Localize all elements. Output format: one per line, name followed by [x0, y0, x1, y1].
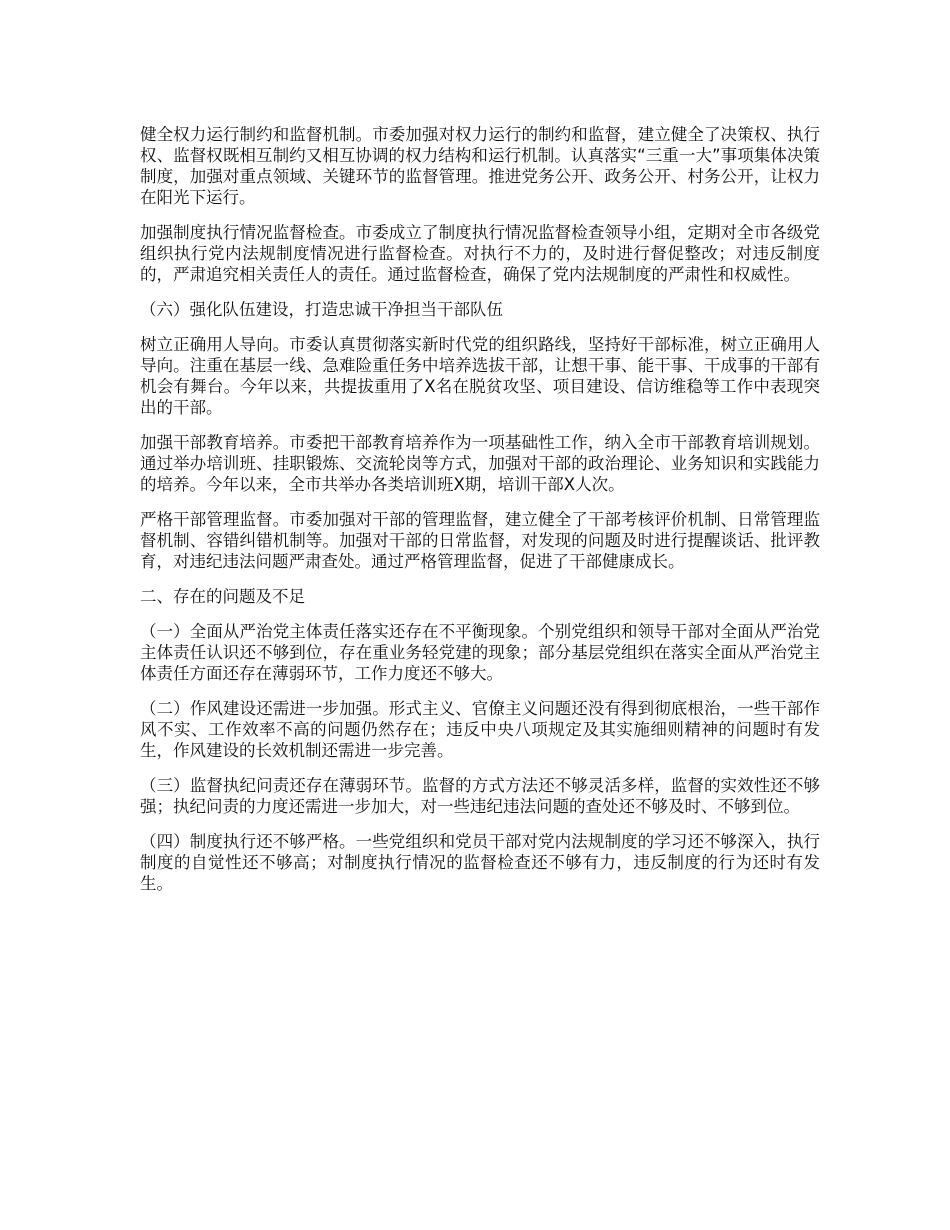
paragraph-problem-2: （二）作风建设还需进一步加强。形式主义、官僚主义问题还没有得到彻底根治，一些干部作风不实、工作效率不高的问题仍然存在；违反中央八项规定及其实施细则精神的问题时有发生，作风建设的长效机制还需进一步完善。: [140, 699, 820, 760]
section-heading-problems: 二、存在的问题及不足: [140, 587, 305, 606]
paragraph-system-inspection: 加强制度执行情况监督检查。市委成立了制度执行情况监督检查领导小组，定期对全市各级党组织执行党内法规制度情况进行监督检查。对执行不力的，及时进行督促整改；对违反制度的，严肃追究相关责任人的责任。通过监督检查，确保了党内法规制度的严肃性和权威性。: [140, 223, 820, 284]
paragraph-employment-orientation: 树立正确用人导向。市委认真贯彻落实新时代党的组织路线，坚持好干部标准，树立正确用人导向。注重在基层一线、急难险重任务中培养选拔干部，让想干事、能干事、干成事的干部有机会有舞台。今年以来，共提拔重用了X名在脱贫攻坚、项目建设、信访维稳等工作中表现突出的干部。: [140, 335, 820, 417]
paragraph-problem-3: （三）监督执纪问责还存在薄弱环节。监督的方式方法还不够灵活多样，监督的实效性还不够强；执纪问责的力度还需进一步加大，对一些违纪违法问题的查处还不够及时、不够到位。: [140, 776, 820, 816]
paragraph-cadre-training: 加强干部教育培养。市委把干部教育培养作为一项基础性工作，纳入全市干部教育培训规划。通过举办培训班、挂职锻炼、交流轮岗等方式，加强对干部的政治理论、业务知识和实践能力的培养。今年以来，全市共举办各类培训班X期，培训干部X人次。: [140, 433, 820, 494]
paragraph-power-supervision: 健全权力运行制约和监督机制。市委加强对权力运行的制约和监督，建立健全了决策权、执行权、监督权既相互制约又相互协调的权力结构和运行机制。认真落实“三重一大”事项集体决策制度，加强对重点领域、关键环节的监督管理。推进党务公开、政务公开、村务公开，让权力在阳光下运行。: [140, 125, 820, 207]
paragraph-problem-1: （一）全面从严治党主体责任落实还存在不平衡现象。个别党组织和领导干部对全面从严治党主体责任认识还不够到位，存在重业务轻党建的现象；部分基层党组织在落实全面从严治党主体责任方面还存在薄弱环节，工作力度还不够大。: [140, 622, 820, 683]
paragraph-problem-4: （四）制度执行还不够严格。一些党组织和党员干部对党内法规制度的学习还不够深入，执行制度的自觉性还不够高；对制度执行情况的监督检查还不够有力，违反制度的行为还时有发生。: [140, 832, 820, 893]
document-page: [140, 124, 820, 908]
section-heading-team-building: （六）强化队伍建设，打造忠诚干净担当干部队伍: [140, 300, 503, 319]
paragraph-cadre-management: 严格干部管理监督。市委加强对干部的管理监督，建立健全了干部考核评价机制、日常管理监督机制、容错纠错机制等。加强对干部的日常监督，对发现的问题及时进行提醒谈话、批评教育，对违纪违法问题严肃查处。通过严格管理监督，促进了干部健康成长。: [140, 510, 820, 571]
